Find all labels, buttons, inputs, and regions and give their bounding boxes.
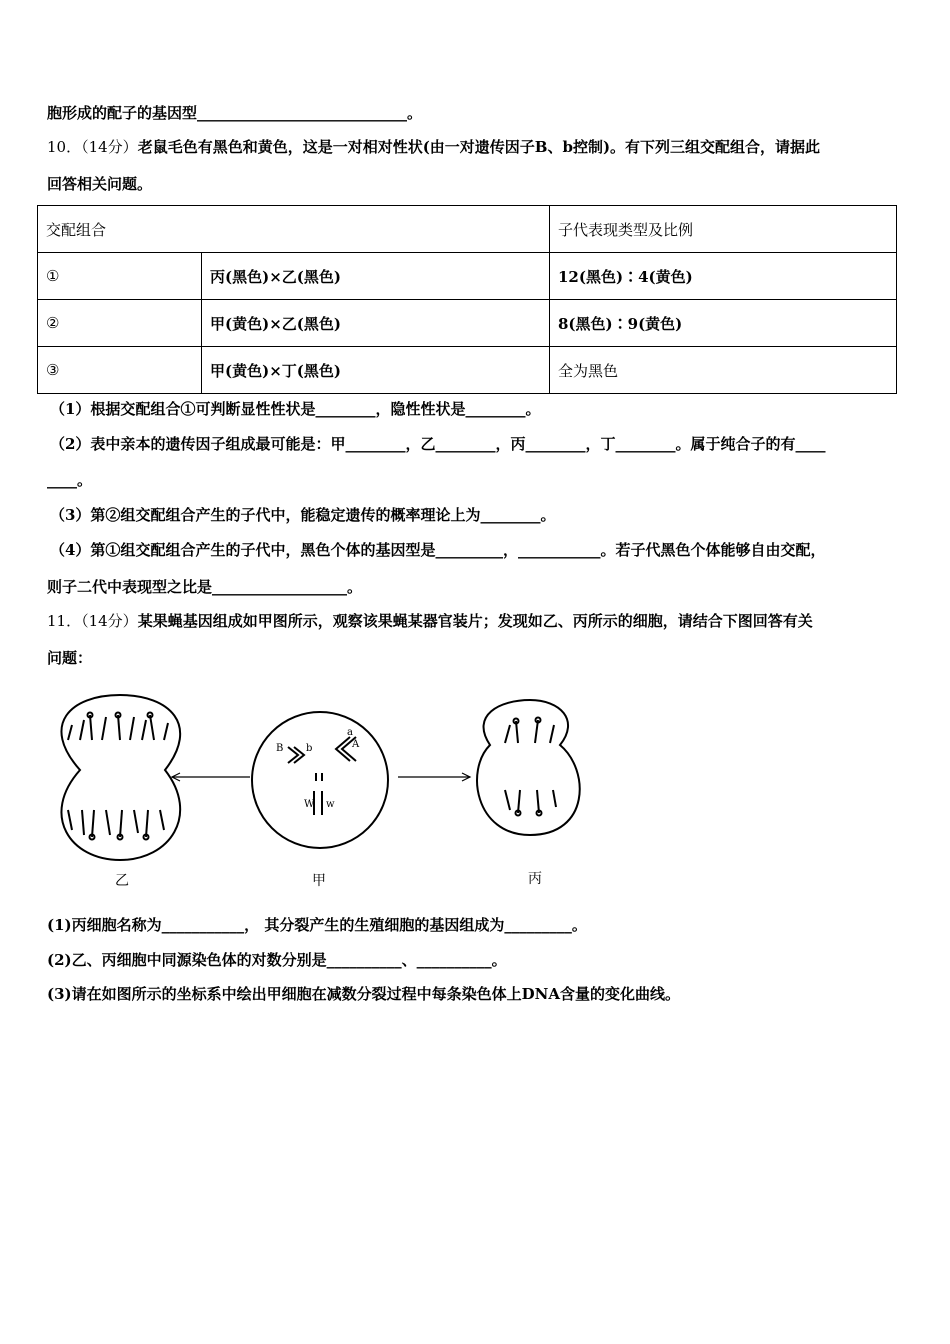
table-cell-cross: 甲(黄色)×丁(黑色) xyxy=(202,347,550,394)
table-cell-cross: 甲(黄色)×乙(黑色) xyxy=(202,300,550,347)
answer-line-prev: 胞形成的配子的基因型____________________________。 xyxy=(47,104,423,122)
table-cell-id: ③ xyxy=(38,347,202,394)
table-cell-result: 8(黑色)∶9(黄色) xyxy=(550,300,897,347)
subquestion-3: （3）第②组交配组合产生的子代中，能稳定遗传的概率理论上为________。 xyxy=(50,506,556,524)
question-11-line-2: 问题： xyxy=(47,649,93,667)
subquestion-4-cont: 则子二代中表现型之比是__________________。 xyxy=(47,578,363,596)
gene-label-W: W xyxy=(304,799,315,810)
cross-table xyxy=(37,205,897,394)
table-row xyxy=(38,253,897,300)
gene-label-B: B xyxy=(276,743,284,754)
table-cell-id: ① xyxy=(38,253,202,300)
table-row xyxy=(38,300,897,347)
jia-chromosomes xyxy=(288,737,356,815)
table-header-cross: 交配组合 xyxy=(38,206,550,253)
table-cell-cross: 丙(黑色)×乙(黑色) xyxy=(202,253,550,300)
cell-jia-outline xyxy=(252,712,388,848)
cell-division-figure xyxy=(50,685,590,895)
subquestion-4: （4）第①组交配组合产生的子代中，黑色个体的基因型是_________，___________。若子代黑色个体能够自由交配， xyxy=(50,541,826,559)
question-10-number: 10．（14分） xyxy=(47,138,138,156)
label-yi: 乙 xyxy=(115,873,129,889)
table-cell-result: 全为黑色 xyxy=(550,347,897,394)
question-11-sub-2: (2)乙、丙细胞中同源染色体的对数分别是__________、__________。 xyxy=(47,951,507,969)
question-10-stem: 老鼠毛色有黑色和黄色，这是一对相对性状(由一对遗传因子B、b控制)。有下列三组交配组合，请据此 xyxy=(137,138,821,156)
question-11-stem: 某果蝇基因组成如甲图所示，观察该果蝇某器官装片；发现如乙、丙所示的细胞，请结合下图回答有关 xyxy=(137,612,813,630)
question-10-line-1 xyxy=(47,137,820,157)
question-11-sub-3: (3)请在如图所示的坐标系中绘出甲细胞在减数分裂过程中每条染色体上DNA含量的变化曲线。 xyxy=(47,985,680,1003)
question-11-line-1 xyxy=(47,611,813,631)
table-cell-id: ② xyxy=(38,300,202,347)
table-row xyxy=(38,347,897,394)
gene-label-A: A xyxy=(352,739,360,750)
table-header-row xyxy=(38,206,897,253)
gene-label-b: b xyxy=(306,743,313,754)
yi-top-chromosomes xyxy=(68,713,168,741)
figure-captions xyxy=(115,871,542,889)
question-11-sub-1: (1)丙细胞名称为___________， 其分裂产生的生殖细胞的基因组成为_________。 xyxy=(47,916,587,934)
subquestion-2-cont: ____。 xyxy=(47,471,93,489)
bing-chromosomes xyxy=(505,718,556,816)
cell-bing-outline xyxy=(477,700,580,835)
label-bing: 丙 xyxy=(528,871,542,887)
table-header-result: 子代表现类型及比例 xyxy=(550,206,897,253)
subquestion-2: （2）表中亲本的遗传因子组成最可能是：甲________，乙________，丙________，丁________。属于纯合子的有____ xyxy=(50,435,826,453)
subquestion-1: （1）根据交配组合①可判断显性性状是________，隐性性状是________。 xyxy=(50,400,541,418)
gene-label-w: w xyxy=(326,799,335,810)
table-cell-result: 12(黑色)∶4(黄色) xyxy=(550,253,897,300)
gene-label-a: a xyxy=(347,727,353,738)
label-jia: 甲 xyxy=(312,873,326,889)
yi-bottom-chromosomes xyxy=(68,810,164,840)
question-10-line-2: 回答相关问题。 xyxy=(47,175,153,193)
question-11-number: 11．（14分） xyxy=(47,612,138,630)
